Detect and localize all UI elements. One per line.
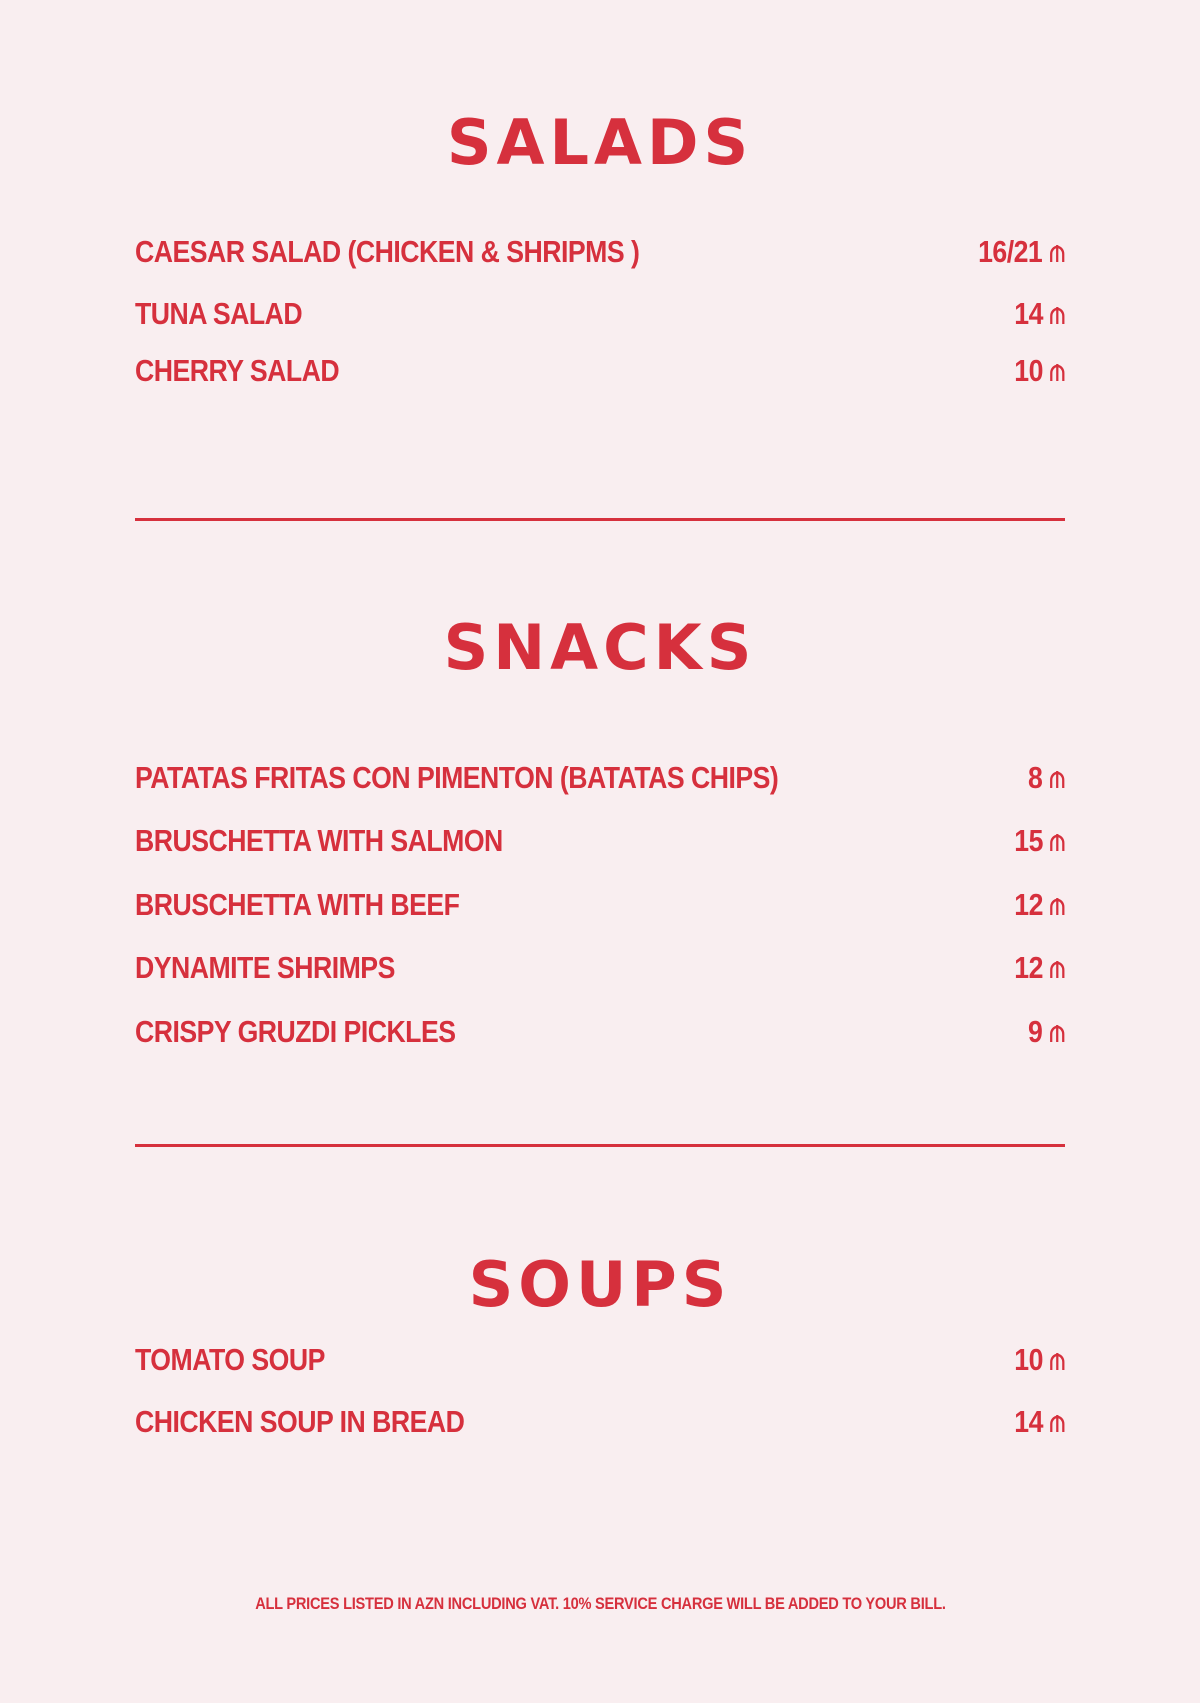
manat-icon xyxy=(1050,830,1065,852)
item-price xyxy=(1014,950,1065,986)
item-name: TOMATO SOUP xyxy=(135,1342,325,1377)
price-value: 12 xyxy=(1014,950,1043,985)
item-price xyxy=(1014,1342,1065,1378)
item-price xyxy=(1028,760,1065,796)
manat-icon xyxy=(1050,360,1065,382)
manat-icon xyxy=(1050,957,1065,979)
item-name: CRISPY GRUZDI PICKLES xyxy=(135,1014,456,1049)
footer-text: ALL PRICES LISTED IN AZN INCLUDING VAT. 10% SERVICE CHARGE WILL BE ADDED TO YOUR BILL. xyxy=(254,1594,946,1613)
footer-note xyxy=(0,1594,1200,1614)
section-title-snacks: SNACKS xyxy=(443,611,757,684)
menu-item xyxy=(135,758,1065,798)
manat-icon xyxy=(1050,241,1065,263)
price-value: 14 xyxy=(1014,296,1043,331)
menu-item xyxy=(135,294,1065,334)
price-value: 10 xyxy=(1014,1342,1043,1377)
item-name: CHICKEN SOUP IN BREAD xyxy=(135,1404,465,1439)
manat-icon xyxy=(1050,894,1065,916)
manat-icon xyxy=(1050,767,1065,789)
item-price xyxy=(1014,1404,1065,1440)
item-price xyxy=(1014,823,1065,859)
item-price xyxy=(1028,1014,1065,1050)
item-name: BRUSCHETTA WITH BEEF xyxy=(135,887,460,922)
menu-item xyxy=(135,1340,1065,1380)
price-value: 14 xyxy=(1014,1404,1043,1439)
menu-item xyxy=(135,1012,1065,1052)
item-name: CAESAR SALAD (CHICKEN & SHRIPMS ) xyxy=(135,234,640,269)
menu-item xyxy=(135,351,1065,391)
item-price xyxy=(1014,296,1065,332)
item-name: BRUSCHETTA WITH SALMON xyxy=(135,823,503,858)
price-value: 8 xyxy=(1028,760,1043,795)
menu-item xyxy=(135,821,1065,861)
menu-item xyxy=(135,232,1065,272)
manat-icon xyxy=(1050,1021,1065,1043)
price-value: 10 xyxy=(1014,353,1043,388)
menu-item xyxy=(135,1402,1065,1442)
price-value: 15 xyxy=(1014,823,1043,858)
price-value: 9 xyxy=(1028,1014,1043,1049)
item-price xyxy=(1014,353,1065,389)
section-title-salads: SALADS xyxy=(446,106,754,179)
price-value: 16/21 xyxy=(978,234,1043,269)
item-name: CHERRY SALAD xyxy=(135,353,340,388)
item-name: PATATAS FRITAS CON PIMENTON (BATATAS CHIPS) xyxy=(135,760,779,795)
menu-item xyxy=(135,948,1065,988)
manat-icon xyxy=(1050,1349,1065,1371)
item-price xyxy=(979,234,1065,270)
manat-icon xyxy=(1050,303,1065,325)
menu-item xyxy=(135,885,1065,925)
item-name: TUNA SALAD xyxy=(135,296,303,331)
item-name: DYNAMITE SHRIMPS xyxy=(135,950,395,985)
section-divider xyxy=(135,1144,1065,1147)
item-price xyxy=(1014,887,1065,923)
price-value: 12 xyxy=(1014,887,1043,922)
manat-icon xyxy=(1050,1411,1065,1433)
section-title-soups: SOUPS xyxy=(468,1248,732,1321)
section-divider xyxy=(135,518,1065,521)
